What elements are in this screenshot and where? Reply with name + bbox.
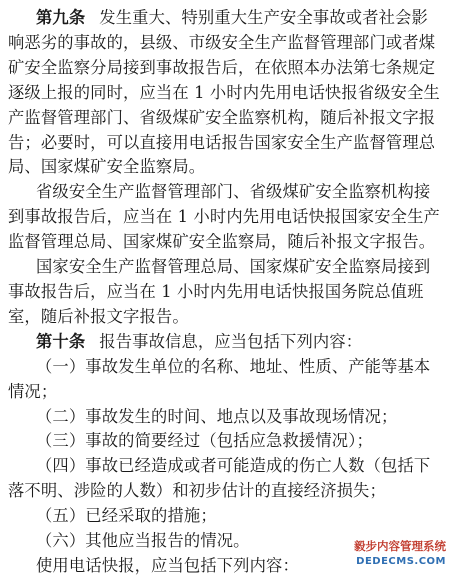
article10-intro-text: 报告事故信息，应当包括下列内容： [99, 331, 363, 351]
article10-item4-line2: 落不明、涉险的人数）和初步估计的直接经济损失； [8, 481, 386, 501]
article9-para3-line2: 事故报告后，应当在 1 小时内先用电话快报国务院总值班 [8, 282, 424, 301]
article9-para2-line3: 监督管理总局、国家煤矿安全监察局，随后补报文字报告。 [8, 232, 436, 252]
article9-para3-line3: 室，随后补报文字报告。 [8, 306, 189, 326]
article9-line3: 矿安全监察分局接到事故报告后，在依照本办法第七条规定 [8, 57, 436, 77]
article10-heading: 第十条 [36, 331, 86, 351]
article9-line4: 逐级上报的同时，应当在 1 小时内先用电话快报省级安全生 [8, 82, 440, 102]
article9-line2: 响恶劣的事故的，县级、市级安全生产监督管理部门或者煤 [8, 32, 436, 52]
article9-para3-line1: 国家安全生产监督管理总局、国家煤矿安全监察局接到 [36, 257, 431, 277]
article10-intro-line [36, 330, 362, 354]
article10-item5: （五）已经采取的措施； [36, 506, 217, 526]
article10-item4-line1: （四）事故已经造成或者可能造成的伤亡人数（包括下 [36, 456, 431, 476]
article10-item1-line2: 情况； [8, 381, 58, 401]
article9-line1 [36, 6, 428, 30]
article9-line7: 局、国家煤矿安全监察局。 [8, 157, 206, 177]
article9-para2-line2: 到事故报告后，应当在 1 小时内先用电话快报国家安全生产 [8, 207, 440, 227]
article10-item6: （六）其他应当报告的情况。 [36, 531, 250, 551]
article10-item2: （二）事故发生的时间、地点以及事故现场情况； [36, 406, 398, 426]
watermark-domain: DEDECMS.COM [356, 556, 446, 567]
article9-heading: 第九条 [36, 8, 86, 27]
article9-line1-text: 发生重大、特别重大生产安全事故或者社会影 [99, 8, 428, 27]
article10-item3: （三）事故的简要经过（包括应急救援情况）； [36, 431, 373, 451]
site-watermark [336, 538, 446, 574]
article9-para2-line1: 省级安全生产监督管理部门、省级煤矿安全监察机构接 [36, 182, 431, 202]
article10-phone-intro: 使用电话快报，应当包括下列内容： [36, 556, 299, 575]
article9-line6: 告；必要时，可以直接用电话报告国家安全生产监督管理总 [8, 132, 436, 152]
watermark-site-name: 毅步内容管理系统 [354, 539, 446, 553]
article9-line5: 产监督管理部门、省级煤矿安全监察机构，随后补报文字报 [8, 107, 436, 127]
article10-item1-line1: （一）事故发生单位的名称、地址、性质、产能等基本 [36, 356, 431, 376]
